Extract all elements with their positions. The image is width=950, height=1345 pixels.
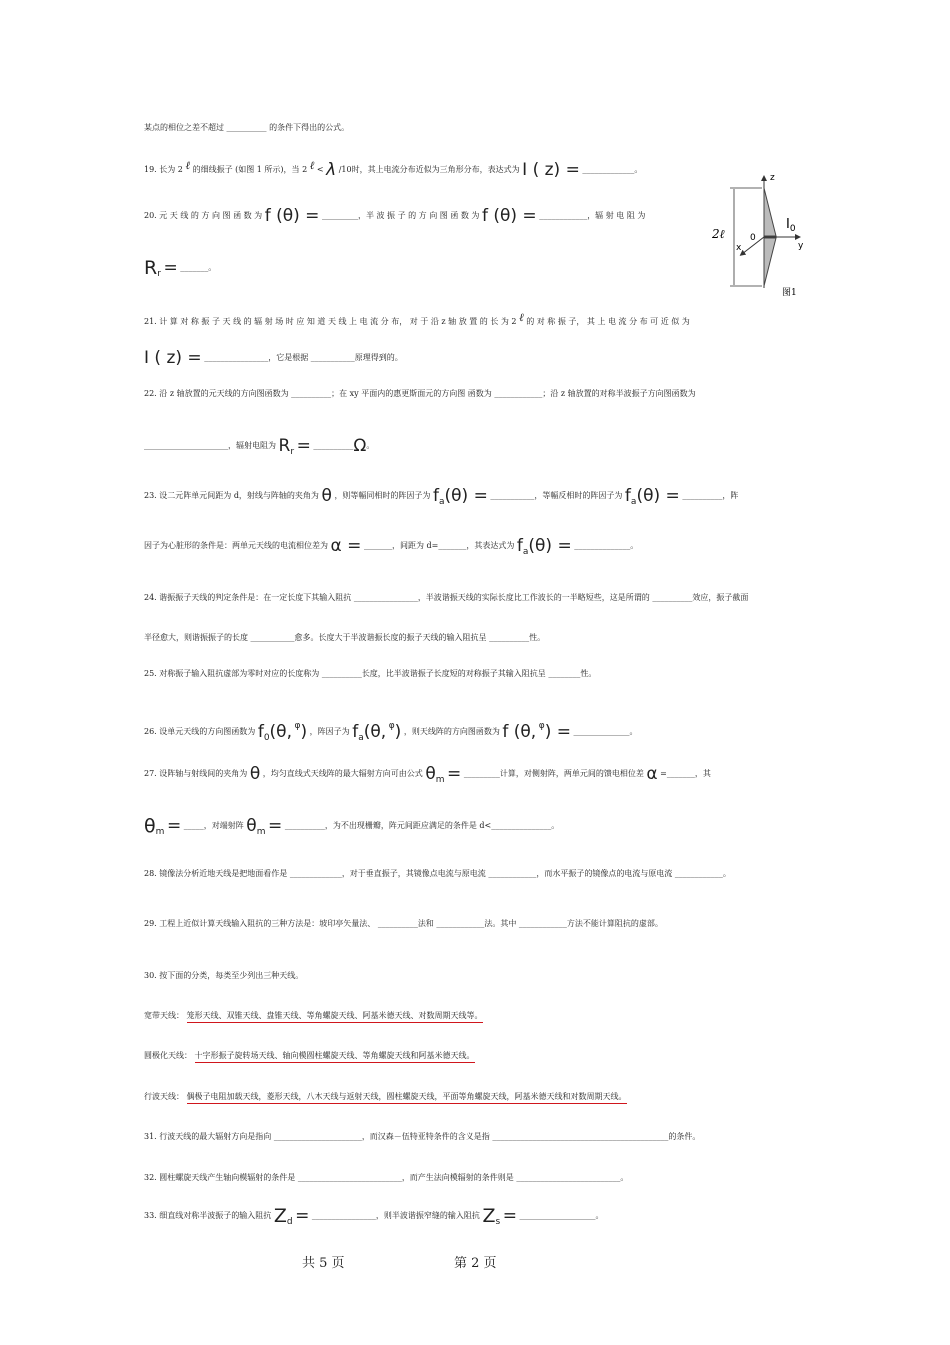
wideband-answer: 笼形天线、双锥天线、盘锥天线、等角螺旋天线、阿基米德天线、对数周期天线等。 — [187, 1011, 483, 1023]
question-23-cont: 因子为心脏形的条件是：两单元天线的电流相位差为 α = _______，间距为 d=_______，其表达式为 fa(θ) = ______________。 — [144, 536, 639, 557]
figure-1-dipole — [712, 168, 816, 300]
question-32: 32. 圆柱螺旋天线产生轴向模辐射的条件是 __________________________，而产生法向模辐射的条件则是 __________________________。 — [144, 1173, 629, 1182]
fig-current-label: $I_0$ — [786, 217, 796, 234]
circular-answer: 十字形振子旋转场天线、轴向模圆柱螺旋天线、等角螺旋天线和阿基米德天线。 — [195, 1051, 475, 1063]
question-21: 21. 计 算 对 称 振 子 天 线 的 辐 射 场 时 应 知 道 天 线 上 电 流 分 布， 对 于 沿 z 轴 放 置 的 长 为 2 ℓ 的 对 称 振 子， 其 上 电 流 分 布 可 近 似 为 — [144, 311, 690, 326]
fig-caption: 图1 — [782, 288, 797, 298]
question-31: 31. 行波天线的最大辐射方向是指向 ______________________，而汉森－伍特亚特条件的含义是指 ____________________________________________的条件。 — [144, 1132, 701, 1141]
question-20: 20. 元 天 线 的 方 向 图 函 数 为 f (θ) = _________，半 波 振 子 的 方 向 图 函 数 为 f (θ) = ____________，辐 射 电 阻 为 — [144, 206, 646, 226]
question-21-cont: I ( z) = ________________，它是根据 ___________原理得到的。 — [144, 348, 403, 368]
question-30-traveling: 行波天线： 偶极子电阻加载天线，菱形天线，八木天线与返射天线，圆柱螺旋天线，平面等角螺旋天线，阿基米德天线和对数周期天线。 — [144, 1091, 810, 1103]
question-26: 26. 设单元天线的方向图函数为 f0(θ, φ) ，阵因子为 fa(θ, φ) ，则天线阵的方向图函数为 f (θ, φ) = ______________。 — [144, 721, 638, 743]
question-20-cont: Rr = _______。 — [144, 257, 217, 279]
question-33: 33. 细直线对称半波振子的输入阻抗 Zd = ________________，则半波谐振窄缝的输入阻抗 Zs = ___________________。 — [144, 1205, 604, 1227]
question-22: 22. 沿 z 轴放置的元天线的方向图函数为 __________；在 xy 平面内的惠更斯面元的方向图 函数为 ____________；沿 z 轴放置的对称半波振子方向图函数为 — [144, 389, 696, 398]
question-24: 24. 谐振振子天线的判定条件是：在一定长度下其输入阻抗 ________________，半波谐振天线的实际长度比工作波长的一半略短些，这是所谓的 __________效应，振子截面 — [144, 593, 749, 602]
question-30: 30. 按下面的分类，每类至少列出三种天线。 — [144, 971, 304, 980]
upper-current-triangle — [764, 188, 776, 236]
fig-y-label: y — [798, 241, 804, 251]
traveling-answer: 偶极子电阻加载天线，菱形天线，八木天线与返射天线，圆柱螺旋天线，平面等角螺旋天线，阿基米德天线和对数周期天线。 — [187, 1092, 627, 1104]
question-28: 28. 镜像法分析近地天线是把地面看作是 _____________，对于垂直振子，其镜像点电流与原电流 ____________，而水平振子的镜像点的电流与原电流 ____________。 — [144, 869, 731, 878]
question-22-cont: _____________________，辐射电阻为 Rr = __________Ω。 — [144, 436, 375, 457]
fig-z-label: z — [770, 173, 775, 183]
question-19: 19. 长为 2 ℓ 的细线振子 (如图 1 所示)，当 2 ℓ < λ /10时，其上电流分布近似为三角形分布，表达式为 I ( z) = _____________。 — [144, 159, 643, 180]
page-number: 第 2 页 — [454, 1256, 497, 1271]
lower-current-triangle — [764, 238, 776, 286]
fig-origin-label: 0 — [750, 233, 756, 243]
question-30-wideband: 宽带天线： 笼形天线、双锥天线、盘锥天线、等角螺旋天线、阿基米德天线、对数周期天线等。 — [144, 1010, 810, 1022]
question-27: 27. 设阵轴与射线间的夹角为 θ ，均匀直线式天线阵的最大辐射方向可由公式 θm = _________计算，对侧射阵，两单元间的馈电相位差 α =_______，其 — [144, 764, 711, 785]
fig-length-label: 2ℓ — [712, 227, 725, 241]
question-23: 23. 设二元阵单元间距为 d，射线与阵轴的夹角为 θ ，则等幅同相时的阵因子为 fa(θ) = ___________，等幅反相时的阵因子为 fa(θ) = __________，阵 — [144, 486, 739, 507]
question-29: 29. 工程上近似计算天线输入阻抗的三种方法是：坡印亭矢量法、 __________法和 ____________法。其中 ____________方法不能计算阻抗的虚部。 — [144, 919, 663, 928]
question-30-circular: 圆极化天线： 十字形振子旋转场天线、轴向模圆柱螺旋天线、等角螺旋天线和阿基米德天线。 — [144, 1050, 810, 1062]
question-27-cont: θm = _____，对端射阵 θm = __________，为不出现栅瓣，阵元间距应满足的条件是 d<_______________。 — [144, 815, 560, 837]
total-pages: 共 5 页 — [302, 1256, 345, 1271]
fig-x-label: x — [736, 243, 742, 253]
question-25: 25. 对称振子输入阻抗虚部为零时对应的长度称为 __________长度，比半波谐振子长度短的对称振子其输入阻抗呈 ________性。 — [144, 669, 597, 678]
question-24-cont: 半径愈大，则谐振振子的长度 ___________愈多。长度大于半波谐振长度的振子天线的输入阻抗呈 __________性。 — [144, 633, 546, 642]
line-intro: 某点的相位之差不超过 __________ 的条件下得出的公式。 — [144, 123, 350, 132]
